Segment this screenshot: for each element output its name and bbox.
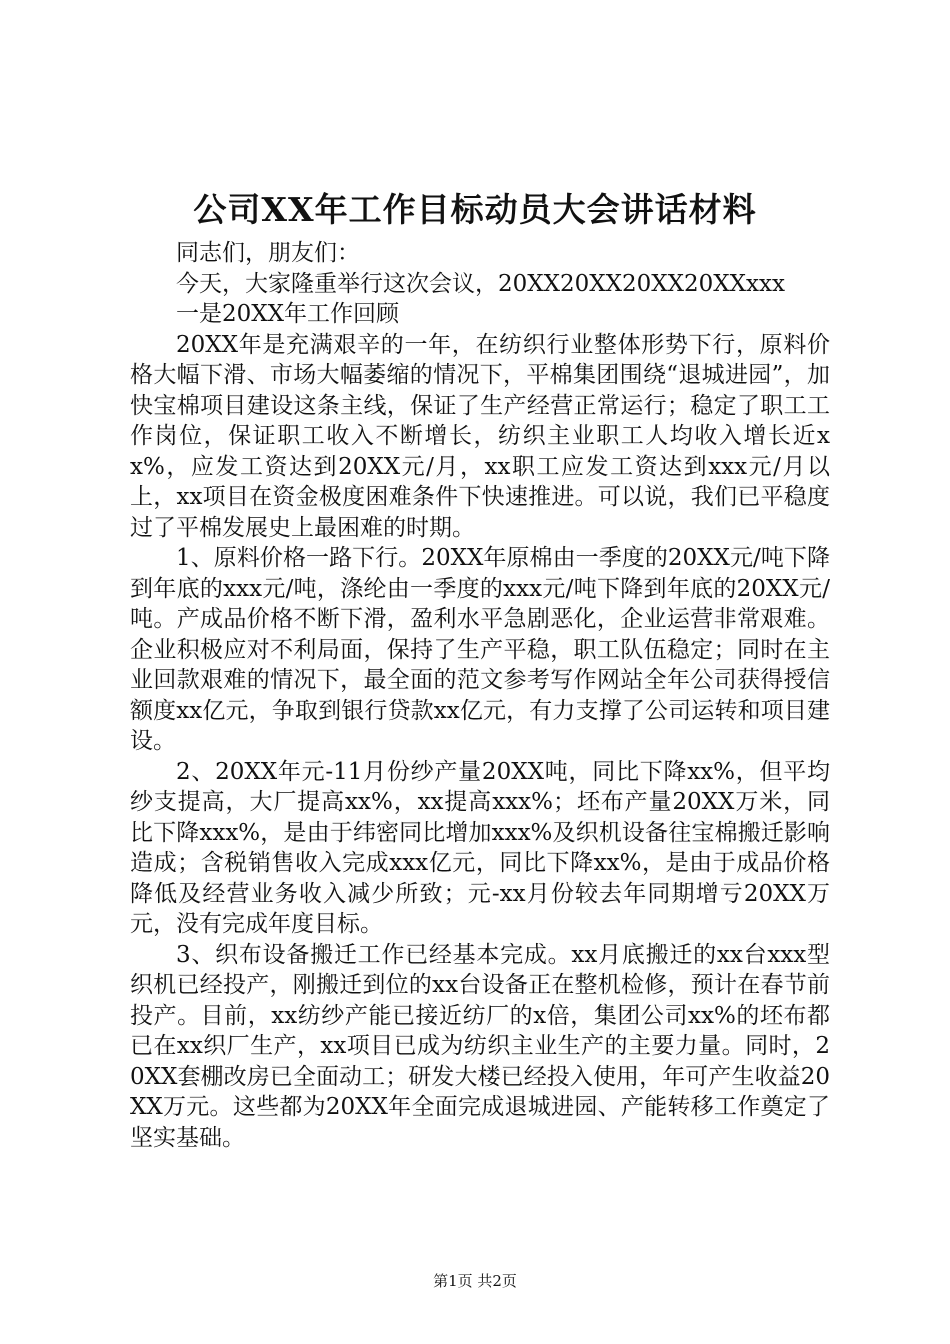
page-footer: 第1页 共2页: [433, 1272, 517, 1290]
body-paragraph: 3、织布设备搬迁工作已经基本完成。xx月底搬迁的xx台xxx型织机已经投产，刚搬迁到位的xx台设备正在整机检修，预计在春节前投产。目前，xx纺纱产能已接近纺厂的x倍，集团公司xx%的坯布都已在xx织厂生产，xx项目已成为纺织主业生产的主要力量。同时，20XX套棚改房已全面动工；研发大楼已经投入使用，年可产生收益20XX万元。这些都为20XX年全面完成退城进园、产能转移工作奠定了坚实基础。: [130, 941, 830, 1151]
body-paragraph: 2、20XX年元-11月份纱产量20XX吨，同比下降xx%，但平均纱支提高，大厂提高xx%，xx提高xxx%；坯布产量20XX万米，同比下降xxx%，是由于纬密同比增加xxx%及织机设备往宝棉搬迁影响造成；含税销售收入完成xxx亿元，同比下降xx%，是由于成品价格降低及经营业务收入减少所致；元-xx月份较去年同期增亏20XX万元，没有完成年度目标。: [130, 758, 830, 937]
document-body: [130, 238, 830, 1153]
document-title: 公司XX年工作目标动员大会讲话材料: [193, 190, 757, 229]
salutation-paragraph: 同志们，朋友们：: [176, 240, 360, 266]
body-paragraph: 1、原料价格一路下行。20XX年原棉由一季度的20XX元/吨下降到年底的xxx元/吨，涤纶由一季度的xxx元/吨下降到年底的20XX元/吨。产成品价格不断下滑，盈利水平急剧恶化，企业运营非常艰难。企业积极应对不利局面，保持了生产平稳，职工队伍稳定；同时在主业回款艰难的情况下，最全面的范文参考写作网站全年公司获得授信额度xx亿元，争取到银行贷款xx亿元，有力支撑了公司运转和项目建设。: [130, 545, 830, 754]
opening-paragraph: 今天，大家隆重举行这次会议，20XX20XX20XX20XXxxx: [176, 270, 785, 297]
section-heading: 一是20XX年工作回顾: [176, 301, 400, 327]
body-paragraph: 20XX年是充满艰辛的一年，在纺织行业整体形势下行，原料价格大幅下滑、市场大幅萎缩的情况下，平棉集团围绕“退城进园”，加快宝棉项目建设这条主线，保证了生产经营正常运行；稳定了职工工作岗位，保证职工收入不断增长，纺织主业职工人均收入增长近xx%，应发工资达到20XX元/月，xx职工应发工资达到xxx元/月以上，xx项目在资金极度困难条件下快速推进。可以说，我们已平稳度过了平棉发展史上最困难的时期。: [130, 331, 830, 541]
